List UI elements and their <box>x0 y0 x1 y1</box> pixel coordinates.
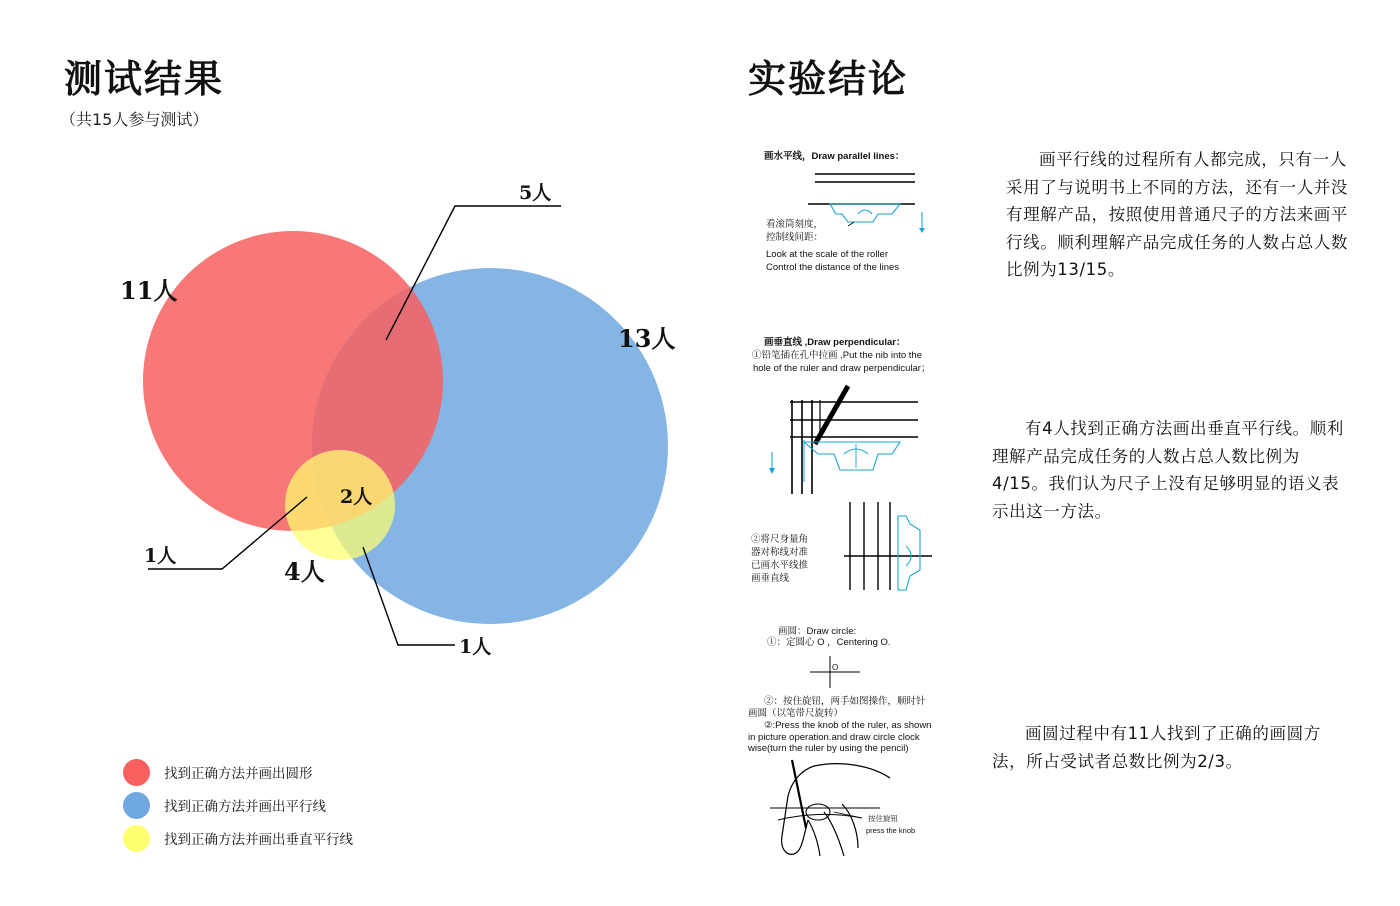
center-point-label: O <box>832 663 839 672</box>
perpendicular-step1-line1: ①铅笔插在孔中拉画 ,Put the nib into the <box>752 350 923 361</box>
parallel-en-line1: Look at the scale of the roller <box>766 249 888 260</box>
legend-item-parallel <box>123 791 353 819</box>
knob-label-cn: 按住旋钮 <box>868 814 898 823</box>
perpendicular-ruler-illustration <box>760 382 940 497</box>
perpendicular-step2-line1: ②将尺身量角 <box>751 534 809 545</box>
legend-label: 找到正确方法并画出圆形 <box>164 766 313 782</box>
red-yellow-overlap-label: 1人 <box>144 545 177 567</box>
circle-count-label: 11人 <box>120 276 178 305</box>
perpendicular-step2-line4: 画垂直线 <box>751 573 790 584</box>
circle-step2-line2: 画圆（以笔带尺旋转） <box>748 708 844 719</box>
legend-label: 找到正确方法并画出平行线 <box>164 799 326 815</box>
parallel-count-label: 13人 <box>618 324 676 353</box>
blue-yellow-overlap-label: 1人 <box>459 636 492 658</box>
legend-swatch-blue <box>123 792 150 819</box>
parallel-conclusion: 画平行线的过程所有人都完成，只有一人采用了与说明书上不同的方法，还有一人并没有理解产品，按照使用普通尺子的方法来画平行线。顺利理解产品完成任务的人数占总人数比例为13/15。 <box>1006 150 1348 279</box>
perpendicular-conclusion: 有4人找到正确方法画出垂直平行线。顺利理解产品完成任务的人数占总人数比例为4/15。我们认为尺子上没有足够明显的语义表示出这一方法。 <box>992 419 1344 521</box>
legend <box>123 758 353 852</box>
perpendicular-instruction-heading: 画垂直线 ,Draw perpendicular： <box>764 337 906 348</box>
parallel-cn-line2: 控制线间距： <box>766 232 824 243</box>
circle-conclusion: 画圆过程中有11人找到了正确的画圆方法，所占受试者总数比例为2/3。 <box>992 724 1321 771</box>
legend-item-perpendicular <box>123 824 353 852</box>
circle-step2-en2: in picture operation.and draw circle clock <box>748 732 920 743</box>
red-blue-overlap-label: 5人 <box>519 182 552 204</box>
center-point-illustration <box>800 652 880 692</box>
parallel-cn-line1: 看滚筒刻度， <box>766 219 824 230</box>
hand-operation-illustration <box>762 756 902 864</box>
legend-item-circle <box>123 758 353 786</box>
circle-step2-line1: ②：按住旋钮，两手如图操作，顺时针 <box>764 696 926 707</box>
perpendicular-step2-line3: 已画水平线推 <box>751 560 809 571</box>
parallel-en-line2: Control the distance of the lines <box>766 262 900 273</box>
circle-step1: ①：定圆心 O ，Centering O. <box>767 637 891 648</box>
legend-swatch-yellow <box>123 825 150 852</box>
circle-step2-en3: wise(turn the ruler by using the pencil) <box>748 743 909 754</box>
perpendicular-count-label: 4人 <box>284 557 325 586</box>
participants-note: （共15人参与测试） <box>60 110 209 129</box>
legend-label: 找到正确方法并画出垂直平行线 <box>164 832 353 848</box>
knob-label-en: press the knob <box>866 826 916 835</box>
triple-overlap-label: 2人 <box>340 486 373 508</box>
parallel-instruction-heading: 画水平线，Draw parallel lines： <box>764 151 905 162</box>
legend-swatch-red <box>123 759 150 786</box>
perpendicular-step2-line2: 器对称线对准 <box>751 547 809 558</box>
perpendicular-step1-line2: hole of the ruler and draw perpendicular； <box>753 363 931 374</box>
conclusion-title: 实验结论 <box>748 56 909 101</box>
circle-step2-en1: ②:Press the knob of the ruler, as shown <box>764 720 932 731</box>
protractor-alignment-illustration <box>840 498 940 594</box>
results-title: 测试结果 <box>64 56 225 101</box>
circle-instruction-heading: 画圆：Draw circle: <box>778 626 857 637</box>
